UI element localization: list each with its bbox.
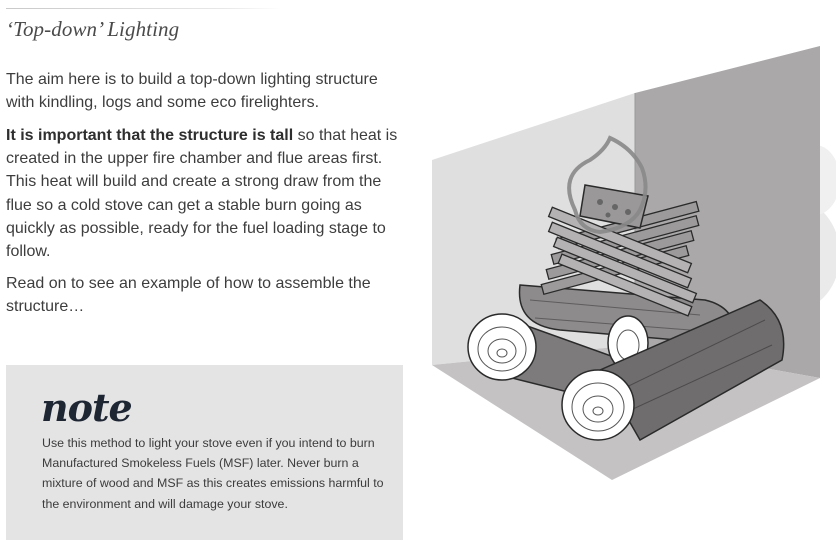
importance-rest: so that heat is created in the upper fire chamber and flue areas first. This heat will build and create a strong draw from the flue so a cold stove can get a stable burn going as quickly as possible, ready for the fuel loading stage to follow. [6,127,398,261]
intro-paragraph: The aim here is to build a top-down lighting structure with kindling, logs and some eco firelighters. [6,71,378,112]
page-heading: ‘Top-down’ Lighting [6,17,180,41]
importance-paragraph [6,124,406,263]
importance-emphasis: It is important that the structure is tall [6,127,294,144]
note-title: note [41,385,132,430]
note-text: Use this method to light your stove even if you intend to burn Manufactured Smokeless Fuels (MSF) later. Never burn a mixture of wood and MSF as this creates emissions harmful to the environment and will damage your stove. [42,436,384,511]
top-divider [6,8,282,9]
stove-fire-illustration [400,40,836,490]
read-on-paragraph: Read on to see an example of how to assemble the structure… [6,275,371,316]
note-box [6,365,403,540]
